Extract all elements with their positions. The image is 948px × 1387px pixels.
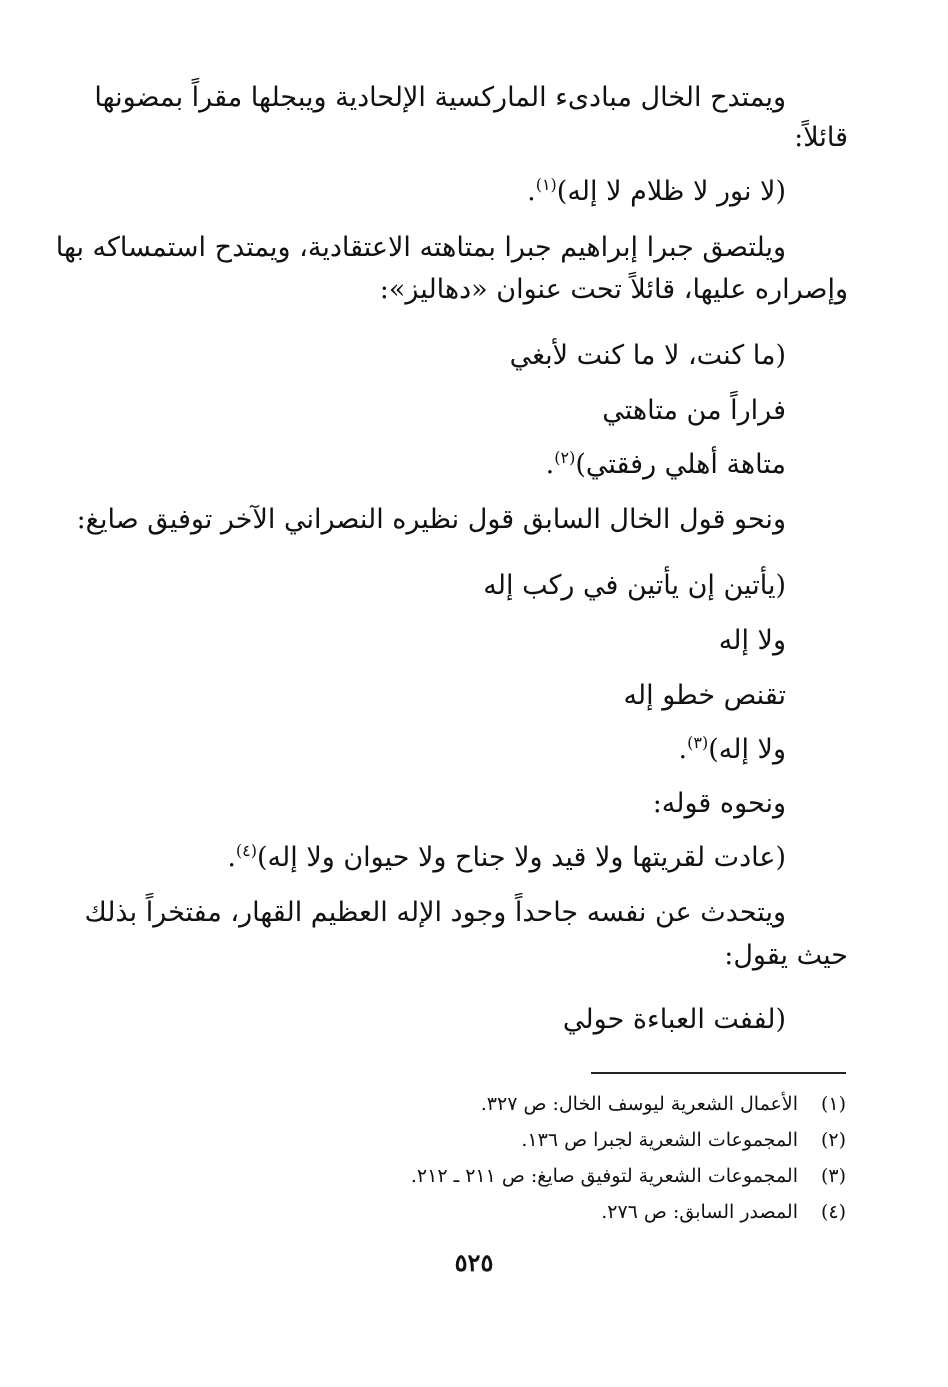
footnote-ref: (٣) (687, 733, 709, 752)
paragraph-line (96, 936, 848, 976)
poem-text: متاهة أهلي رفقتي) (575, 449, 786, 480)
footnote (160, 1196, 846, 1228)
paragraph-text: ويتحدث عن نفسه جاحداً وجود الإله العظيم القهار، مفتخراً بذلك (84, 897, 786, 928)
poem-line (96, 445, 786, 485)
quote-line (96, 838, 786, 878)
footnote-number: (٢) (820, 1129, 846, 1151)
poem-end: . (678, 734, 688, 765)
paragraph-text: وإصراره عليها، قائلاً تحت عنوان «دهاليز»: (379, 274, 848, 305)
quote-end: . (227, 842, 236, 873)
footnote-ref: (٤) (235, 841, 257, 860)
quote-end: . (527, 176, 536, 207)
footnote-number: (٣) (820, 1165, 846, 1187)
paragraph-line (76, 500, 786, 540)
paragraph-line (96, 78, 786, 118)
poem-text: ولا إله (718, 625, 786, 656)
paragraph-line (96, 118, 848, 158)
paragraph-text: حيث يقول: (724, 940, 848, 971)
paragraph-line (96, 784, 786, 824)
poem-end: . (545, 449, 555, 480)
poem-text: تقنص خطو إله (623, 680, 786, 711)
paragraph-text: ويلتصق جبرا إبراهيم جبرا بمتاهته الاعتقادية، ويمتدح استمساكه بها (55, 232, 786, 263)
footnote (160, 1124, 846, 1156)
poem-text: فراراً من متاهتي (602, 395, 786, 426)
poem-line (96, 621, 786, 661)
poem-text: (لففت العباءة حولي (562, 1004, 786, 1035)
poem-line (96, 336, 786, 376)
paragraph-text: قائلاً: (794, 122, 848, 153)
footnote (160, 1160, 846, 1192)
footnote-separator (591, 1072, 846, 1074)
page-number: ٥٢٥ (454, 1248, 494, 1277)
footnote-text: الأعمال الشعرية ليوسف الخال: ص ٣٢٧. (480, 1093, 798, 1115)
poem-line (96, 1000, 786, 1040)
poem-line (96, 566, 786, 606)
paragraph-line (84, 893, 786, 933)
paragraph-text: ونحو قول الخال السابق قول نظيره النصراني الآخر توفيق صايغ: (76, 504, 786, 535)
footnote-ref: (١) (535, 175, 557, 194)
paragraph-line (96, 270, 848, 310)
paragraph-text: ويمتدح الخال مبادىء الماركسية الإلحادية ويبجلها مقراً بمضونها (94, 82, 786, 113)
footnote-text: المجموعات الشعرية لجبرا ص ١٣٦. (521, 1129, 798, 1151)
poem-text: (ما كنت، لا ما كنت لأبغي (509, 340, 786, 371)
footnote (160, 1088, 846, 1120)
poem-line (96, 730, 786, 770)
quote-text: (لا نور لا ظلام لا إله) (556, 176, 786, 207)
quote-line (96, 172, 786, 212)
footnote-number: (٤) (820, 1201, 846, 1223)
footnote-text: المصدر السابق: ص ٢٧٦. (601, 1201, 798, 1223)
poem-line (96, 676, 786, 716)
poem-line (96, 391, 786, 431)
quote-text: (عادت لقريتها ولا قيد ولا جناح ولا حيوان ولا إله) (257, 842, 786, 873)
paragraph-text: ونحوه قوله: (652, 788, 786, 819)
footnote-text: المجموعات الشعرية لتوفيق صايغ: ص ٢١١ ـ ٢١٢. (410, 1165, 798, 1187)
paragraph-line (55, 228, 786, 268)
poem-text: (يأتين إن يأتين في ركب إله (483, 570, 786, 601)
poem-text: ولا إله) (708, 734, 786, 765)
footnote-number: (١) (820, 1093, 846, 1115)
footnote-ref: (٢) (554, 448, 576, 467)
